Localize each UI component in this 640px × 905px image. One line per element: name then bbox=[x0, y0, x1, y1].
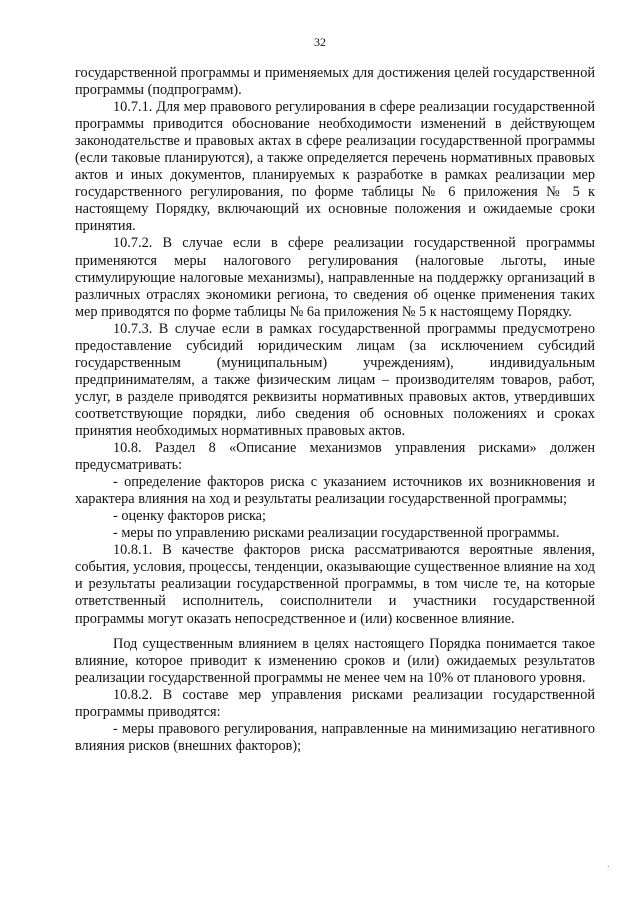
paragraph-continuation: государственной программы и применяемых для достижения целей государственной программы (подпрограмм). bbox=[75, 65, 595, 99]
corner-mark: · bbox=[606, 862, 610, 873]
paragraph-10-8-2: 10.8.2. В составе мер управления рисками реализации государственной программы приводятся: bbox=[75, 686, 595, 720]
paragraph-significant-influence: Под существенным влиянием в целях настоящего Порядка понимается такое влияние, которое приводит к изменению сроков и (или) ожидаемых результатов реализации государственной программы не менее чем на 10% от планового уровня. bbox=[75, 635, 595, 686]
page-number: 32 bbox=[314, 35, 326, 49]
paragraph-10-8-1: 10.8.1. В качестве факторов риска рассматриваются вероятные явления, события, условия, процессы, тенденции, оказывающие существенное влияние на ход и результаты реализации государственной программы, в том числе те, на которые ответственный исполнитель, соисполнители и участники государственной программы могут оказать непосредственное и (или) косвенное влияние. bbox=[75, 542, 595, 627]
list-item-risk-assessment: - оценку факторов риска; bbox=[113, 508, 266, 525]
document-body bbox=[75, 65, 595, 755]
paragraph-10-7-1: 10.7.1. Для мер правового регулирования в сфере реализации государственной программы приводится обоснование необходимости изменений в действующем законодательстве и правовых актах в сфере реализации государственной программы (если таковые планируются), а также определяется перечень нормативных правовых актов и иных документов, планируемых к разработке в рамках реализации мер государственного регулирования, по форме таблицы № 6 приложения № 5 к настоящему Порядку, включающий их основные положения и ожидаемые сроки принятия. bbox=[75, 99, 595, 235]
paragraph-10-7-2: 10.7.2. В случае если в сфере реализации государственной программы применяются меры налогового регулирования (налоговые льготы, иные стимулирующие налоговые механизмы), направленные на поддержку организаций в различных отраслях экономики региона, то сведения об оценке применения таких мер приводятся по форме таблицы № 6а приложения № 5 к настоящему Порядку. bbox=[75, 235, 595, 320]
paragraph-10-7-3: 10.7.3. В случае если в рамках государственной программы предусмотрено предоставление субсидий юридическим лицам (за исключением субсидий государственным (муниципальным) учреждениям), индивидуальным предпринимателям, а также физическим лицам – производителям товаров, работ, услуг, в разделе приводятся реквизиты нормативных правовых актов, утвердивших соответствующие порядки, либо сведения об основных положениях и сроках принятия необходимых нормативных правовых актов. bbox=[75, 320, 595, 439]
list-item-risk-factors: - определение факторов риска с указанием источников их возникновения и характера влияния на ход и результаты реализации государственной программы; bbox=[75, 474, 595, 508]
list-item-risk-management: - меры по управлению рисками реализации государственной программы. bbox=[113, 525, 560, 542]
list-item-legal-regulation: - меры правового регулирования, направленные на минимизацию негативного влияния рисков (внешних факторов); bbox=[75, 720, 595, 754]
paragraph-10-8: 10.8. Раздел 8 «Описание механизмов управления рисками» должен предусматривать: bbox=[75, 440, 595, 474]
